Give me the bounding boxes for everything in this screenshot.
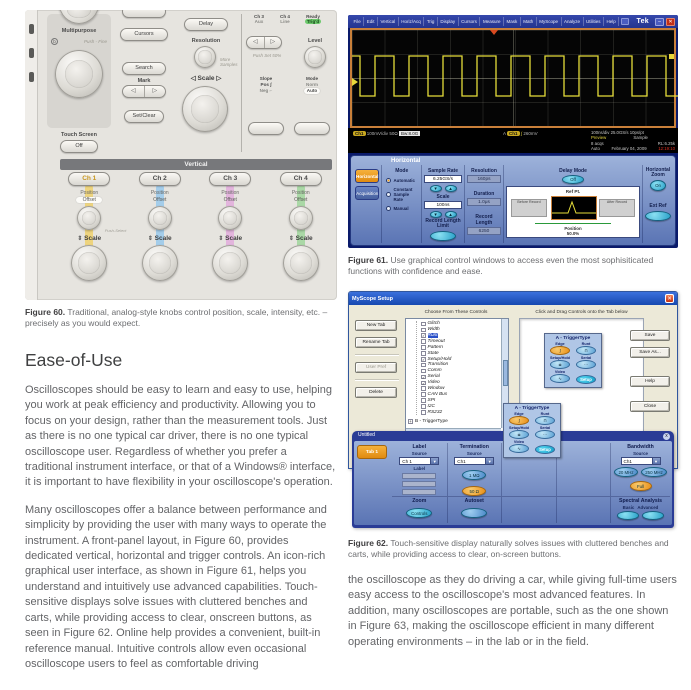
cropped-knob[interactable] bbox=[59, 10, 99, 24]
label-input[interactable] bbox=[402, 489, 436, 495]
set-clear-button[interactable]: Set/Clear bbox=[124, 110, 164, 123]
palette-label: Edge bbox=[555, 342, 565, 346]
checkbox-icon[interactable] bbox=[421, 363, 426, 368]
label-section: Label Source Ch 1 ▼ Label bbox=[392, 443, 447, 496]
right-column bbox=[348, 15, 678, 650]
trigger-palette[interactable] bbox=[544, 333, 602, 388]
divider bbox=[355, 379, 399, 381]
position-knob[interactable] bbox=[218, 206, 242, 230]
menu-item-cursors[interactable]: Cursors bbox=[459, 17, 481, 26]
rename-tab-button[interactable]: Rename Tab bbox=[355, 337, 397, 348]
menu-item-help[interactable]: Help bbox=[604, 17, 619, 26]
mark-arrows[interactable] bbox=[122, 85, 166, 98]
label-input[interactable] bbox=[402, 481, 436, 487]
channel-column-3 bbox=[195, 172, 266, 298]
palette-title: A - TriggerType bbox=[514, 406, 550, 411]
edge-trigger-button[interactable]: ∫ bbox=[509, 416, 529, 425]
tree-item-spi[interactable]: SPI bbox=[421, 398, 500, 404]
trigger-readout: A Ch1 ∫ 260mV bbox=[503, 131, 538, 136]
position-label: Position bbox=[150, 190, 169, 196]
menu-item-trig[interactable]: Trig bbox=[424, 17, 438, 26]
palette-label: Video bbox=[554, 370, 566, 374]
controls-list-header: Choose From These Controls bbox=[424, 310, 488, 315]
updown-arrows-icon: ⇕ bbox=[147, 236, 153, 242]
record-length-field: 6250 bbox=[467, 227, 501, 235]
ch4-label: Ch 4 bbox=[280, 14, 290, 19]
palette-label: Serial bbox=[539, 426, 551, 430]
palette-label: Video bbox=[513, 440, 525, 444]
figure60-front-panel-photo bbox=[25, 10, 337, 300]
termination-source-dropdown[interactable]: Ch1 ▼ bbox=[454, 457, 494, 465]
preview-label: Preview bbox=[591, 135, 607, 141]
duration-field: 1.0μs bbox=[467, 198, 501, 206]
search-button[interactable]: Search bbox=[122, 62, 166, 75]
serial-trigger-button[interactable]: ··· bbox=[576, 360, 596, 369]
figure60-caption: Figure 60. Traditional, analog-style knobs control position, scale, intensity, etc. – precisely as you would expect. bbox=[25, 307, 328, 328]
checkbox-icon[interactable] bbox=[421, 322, 426, 327]
menu-item-utilities[interactable]: Utilities bbox=[584, 17, 605, 26]
channel-readout: Ch1 100mV/div 50Ω Bw:8.0G bbox=[355, 131, 419, 136]
palette-cell bbox=[507, 440, 531, 454]
window-title: MyScope Setup bbox=[352, 295, 393, 302]
slope-labels bbox=[248, 76, 284, 94]
termination-section: Termination Source Ch1 ▼ 1 MΩ 50 Ω bbox=[447, 443, 502, 496]
sample-rate-field[interactable]: 6.25GS/s bbox=[424, 175, 462, 183]
menu-item-analyze[interactable]: Analyze bbox=[562, 17, 584, 26]
decrement-button[interactable]: ▼ bbox=[430, 185, 442, 192]
zoom-section: Zoom Controls bbox=[392, 496, 447, 523]
channel-column-4 bbox=[266, 172, 337, 298]
touch-screen-label: Touch Screen bbox=[61, 132, 97, 138]
trigger-source-arrows[interactable] bbox=[246, 36, 282, 49]
menu-item-measure[interactable]: Measure bbox=[480, 17, 504, 26]
position-label: Position bbox=[80, 190, 99, 196]
video-trigger-button[interactable]: ∿ bbox=[509, 444, 529, 453]
clock-readout: 12:19:10 bbox=[658, 146, 675, 152]
horizontal-scale-label: ◁ Scale ▷ bbox=[190, 75, 222, 82]
channel-columns bbox=[54, 172, 336, 298]
tree-item-state[interactable]: State bbox=[421, 350, 500, 356]
tree-item-rs232[interactable]: RS232 bbox=[421, 409, 500, 415]
delay-mode-off-button[interactable]: Off bbox=[562, 175, 584, 184]
runt-trigger-button[interactable]: ⊓ bbox=[535, 416, 555, 425]
cropped-button[interactable] bbox=[122, 10, 166, 18]
horizontal-zoom-on-button[interactable]: On bbox=[650, 180, 666, 191]
level-knob[interactable] bbox=[304, 46, 326, 68]
setup-hold-trigger-button[interactable]: ≑ bbox=[509, 430, 529, 439]
figure61-caption: Figure 61. Use graphical control windows to access even the most sophisiticated functions with confidence and ease. bbox=[348, 255, 654, 276]
close-icon[interactable]: x bbox=[663, 433, 670, 440]
checkbox-icon[interactable] bbox=[421, 328, 426, 333]
tek-logo: Tek bbox=[636, 18, 649, 25]
palette-cell bbox=[574, 342, 598, 355]
channel-button[interactable]: Ch 4 bbox=[280, 172, 322, 186]
tree-item-setup-hold[interactable]: ✓ Setup/Hold bbox=[422, 356, 452, 363]
radio-constant-sample-rate[interactable]: Constant Sample Rate bbox=[386, 187, 419, 202]
empty-cell bbox=[501, 496, 556, 523]
palette-cell bbox=[533, 440, 557, 454]
drag-panel-header: Click and Drag Controls onto the Tab below bbox=[535, 310, 628, 315]
scale-knob[interactable] bbox=[212, 245, 248, 281]
increment-button[interactable]: ▲ bbox=[445, 185, 457, 192]
offset-label: Offset bbox=[153, 197, 167, 203]
palette-cell bbox=[507, 412, 531, 425]
right-edge-marker-icon bbox=[669, 54, 674, 59]
position-knob[interactable] bbox=[148, 206, 172, 230]
horizontal-control-window bbox=[350, 155, 676, 246]
delay-button[interactable]: Delay bbox=[184, 18, 228, 31]
scale-knob[interactable] bbox=[283, 245, 319, 281]
palette-cell bbox=[574, 356, 598, 369]
tree-item-runt[interactable]: ✓ Runt bbox=[422, 332, 438, 339]
bandwidth-20mhz-button[interactable]: 20 MHz bbox=[614, 467, 638, 477]
palette-cell bbox=[548, 342, 572, 355]
right-arrow-icon: ▷ bbox=[216, 75, 222, 82]
resolution-section: Resolution 160ps Duration 1.0μs Record Length 6250 bbox=[464, 165, 503, 243]
ready-label: Ready bbox=[306, 14, 320, 19]
decrement-button[interactable]: ▼ bbox=[430, 211, 442, 218]
line-label: Line bbox=[280, 19, 290, 24]
offset-label: Offset bbox=[223, 197, 237, 203]
window-titlebar[interactable] bbox=[349, 292, 677, 305]
channel-button[interactable]: Ch 2 bbox=[139, 172, 181, 186]
mode-button[interactable] bbox=[294, 122, 330, 135]
setup-button[interactable]: Setup bbox=[535, 445, 555, 454]
ch3-label: Ch 3 bbox=[254, 14, 264, 19]
record-length-limit-button[interactable] bbox=[430, 231, 456, 241]
checkbox-icon[interactable] bbox=[421, 351, 426, 356]
checkbox-icon[interactable] bbox=[421, 410, 426, 415]
position-arrows bbox=[535, 223, 611, 224]
save-button[interactable]: Save bbox=[630, 330, 670, 341]
mark-label: Mark bbox=[137, 78, 151, 84]
position-value: 50.0% bbox=[566, 231, 580, 236]
level-label: Level bbox=[307, 38, 323, 44]
checkbox-icon[interactable]: ✓ bbox=[422, 380, 426, 386]
square-wave-trace bbox=[352, 30, 678, 126]
checkbox-icon[interactable]: ✓ bbox=[422, 357, 426, 363]
section-divider bbox=[241, 14, 242, 152]
channel-column-1 bbox=[54, 172, 125, 298]
b-marker: b bbox=[51, 38, 58, 45]
menu-toolbar-icon[interactable] bbox=[621, 18, 629, 25]
before-record-box: Before Record bbox=[511, 199, 547, 217]
resolution-knob[interactable] bbox=[194, 46, 216, 68]
push-set-50-label: Push Set 50% bbox=[252, 53, 282, 58]
cursors-button[interactable]: Cursors bbox=[120, 28, 168, 41]
channel-button[interactable]: Ch 1 bbox=[68, 172, 110, 186]
position-label: Position bbox=[221, 190, 240, 196]
more-samples-label: More Samples bbox=[220, 57, 238, 67]
resolution-label: Resolution bbox=[191, 38, 221, 44]
palette-cell bbox=[548, 356, 572, 369]
offset-label: Offset bbox=[76, 197, 102, 203]
tree-item-i2c[interactable]: I2C bbox=[421, 403, 500, 409]
divider bbox=[355, 354, 399, 356]
figure62-caption: Figure 62. Touch-sensitive display naturally solves issues with cluttered benches and carts, while providing access to clear, on-screen buttons. bbox=[348, 538, 669, 559]
menu-item-mask[interactable]: Mask bbox=[504, 17, 521, 26]
palette-label: Runt bbox=[581, 342, 591, 346]
palette-label: Runt bbox=[540, 412, 550, 416]
mode-labels bbox=[294, 76, 330, 94]
setup-hold-trigger-button[interactable]: ≑ bbox=[550, 360, 570, 369]
autoset-section: Autoset bbox=[447, 496, 502, 523]
updown-arrows-icon: ⇕ bbox=[77, 236, 83, 242]
label-source-dropdown[interactable]: Ch 1 ▼ bbox=[399, 457, 439, 465]
push-fine-label: Push - Fine bbox=[83, 39, 107, 44]
channel-column-2 bbox=[125, 172, 196, 298]
label-input[interactable] bbox=[402, 473, 436, 479]
mode-label: Mode bbox=[395, 168, 409, 174]
spectral-advanced-button[interactable] bbox=[642, 511, 664, 520]
right-arrow-icon[interactable]: ▷ bbox=[270, 39, 276, 45]
ch1-badge: Ch1 bbox=[355, 131, 364, 136]
spectral-analysis-section: Spectral Analysis Basic Advanced bbox=[610, 496, 670, 523]
checkbox-icon[interactable] bbox=[421, 404, 426, 409]
tree-item-timeout[interactable]: Timeout bbox=[421, 339, 500, 345]
checkbox-icon[interactable] bbox=[421, 369, 426, 374]
updown-arrows-icon: ⇕ bbox=[288, 236, 294, 242]
scale-label: ⇕ Scale bbox=[77, 235, 102, 242]
horizontal-scale-knob[interactable] bbox=[182, 86, 228, 132]
mode-section bbox=[381, 165, 421, 243]
trigger-palette[interactable] bbox=[503, 403, 561, 458]
menu-item-myscope[interactable]: MyScope bbox=[537, 17, 562, 26]
bandwidth-full-button[interactable]: Full bbox=[630, 481, 652, 491]
radio-manual[interactable]: Manual bbox=[386, 206, 419, 211]
horizontal-zoom-section: Horizontal Zoom On Ext Ref bbox=[642, 165, 673, 243]
runt-trigger-button[interactable]: ⊓ bbox=[576, 346, 596, 355]
ext-ref-button[interactable] bbox=[645, 211, 671, 221]
left-arrow-icon[interactable]: ◁ bbox=[123, 86, 145, 97]
zoom-controls-button[interactable]: Controls bbox=[406, 508, 432, 518]
scope-menubar bbox=[348, 15, 678, 28]
spectral-basic-button[interactable] bbox=[617, 511, 639, 520]
vertical-section-label: Vertical bbox=[60, 159, 332, 170]
figure61-scope-screenshot bbox=[348, 15, 678, 248]
trigger-zone bbox=[246, 14, 334, 24]
checkbox-icon[interactable] bbox=[421, 386, 426, 391]
expand-icon[interactable]: + bbox=[409, 419, 412, 425]
mode-auto-indicator: Auto bbox=[304, 88, 320, 94]
tab-horizontal[interactable]: Horizontal bbox=[355, 169, 379, 183]
acquisition-readout: 100ns/div 25.0GS/s 10ps/pt Preview Sample 8 acqs RL:6.25k Auto February 04, 2009 12:19:10 bbox=[591, 130, 675, 152]
user-pref-button[interactable]: User Pref bbox=[355, 362, 397, 373]
sample-rate-section: Sample Rate 6.25GS/s ▼ ▲ Scale 100ns ▼ ▲ Record Length Limit bbox=[421, 165, 464, 243]
position-knob[interactable] bbox=[77, 206, 101, 230]
touch-screen-off-button[interactable]: Off bbox=[60, 140, 98, 153]
radio-icon[interactable] bbox=[386, 178, 391, 183]
record-diagram: Ref Pt. Before Record After Record Position 50.0% bbox=[506, 186, 640, 238]
palette-cell bbox=[548, 370, 572, 384]
tree-item-video[interactable]: ✓ Video bbox=[422, 380, 440, 386]
push-select-label: Push-Select bbox=[104, 228, 127, 233]
front-panel bbox=[38, 10, 337, 300]
trigger-tree bbox=[416, 321, 500, 415]
tab-acquisition[interactable]: Acquisition bbox=[355, 186, 379, 200]
checkbox-icon[interactable] bbox=[421, 339, 426, 344]
radio-automatic[interactable]: Automatic bbox=[386, 178, 419, 183]
palette-cell bbox=[533, 412, 557, 425]
dropdown-arrow-icon[interactable]: ▼ bbox=[431, 457, 439, 465]
scale-knob[interactable] bbox=[71, 245, 107, 281]
tree-item-transition[interactable]: Transition bbox=[421, 362, 500, 368]
tree-item-can-bus[interactable]: CAN Bus bbox=[421, 392, 500, 398]
bandwidth-section: Bandwidth Source Ch1 ▼ 20 MHz 250 MHz Full bbox=[610, 443, 670, 496]
mode-norm-label: Norm bbox=[306, 82, 318, 87]
empty-cell bbox=[556, 443, 611, 496]
page-heading: Ease-of-Use bbox=[25, 350, 123, 370]
multipurpose-label: Multipurpose bbox=[61, 28, 97, 34]
right-arrow-icon[interactable]: ▷ bbox=[152, 88, 158, 94]
minimize-button[interactable]: – bbox=[655, 18, 664, 26]
delete-button[interactable]: Delete bbox=[355, 387, 397, 398]
paragraph-3: the oscilloscope as they do driving a car, while giving full-time users easy access to the oscilloscope's most advanced features. In addition, many oscilloscopes are portable, such as the one shown in Figure 63, making the oscilloscope efficient in many different operating environments – in the lab or in the field. bbox=[348, 574, 677, 648]
slope-button[interactable] bbox=[248, 122, 284, 135]
palette-label: Edge bbox=[514, 412, 524, 416]
radio-icon[interactable] bbox=[386, 192, 391, 197]
tree-item-pattern[interactable]: Pattern bbox=[421, 345, 500, 351]
menu-item-horiz-acq[interactable]: Horiz/Acq bbox=[399, 17, 425, 26]
palette-label: Setup/Hold bbox=[549, 356, 571, 360]
bandwidth-readout: Bw:8.0G bbox=[400, 131, 419, 136]
checkbox-icon[interactable]: ✓ bbox=[422, 333, 426, 339]
tree-item-comm[interactable]: Comm bbox=[421, 368, 500, 374]
delay-section: Delay Mode Off Ref Pt. Before Record After Record Position 50.0% bbox=[503, 165, 642, 243]
left-arrow-icon[interactable]: ◁ bbox=[247, 37, 265, 48]
updown-arrows-icon: ⇕ bbox=[218, 236, 224, 242]
vent-slot bbox=[29, 72, 34, 82]
palette-label: Serial bbox=[580, 356, 592, 360]
scale-label: ⇕ Scale bbox=[288, 235, 313, 242]
mode-label: Mode bbox=[306, 76, 318, 81]
left-column bbox=[25, 10, 337, 672]
tree-node-b-triggertype[interactable]: + B - TriggerType bbox=[409, 419, 448, 425]
video-trigger-button[interactable]: ∿ bbox=[550, 374, 570, 383]
paragraph-2: Many oscilloscopes offer a balance between performance and simplicity by providing the user with many ways to operate the instrument. A front-panel layout, in Figure 60, provides dedicated vertical, horizontal and trigger controls. An icon-rich graphical user interface, as shown in Figure 61, helps you understand and intuitively use advanced capabilities. Touch-sensitive displays solve issues with cluttered benches and carts, while providing access to clear, onscreen buttons, as seen in Figure 62. Online help provides a convenient, built-in reference manual. Intuitive controls allow even occasional oscilloscope users to feel as comfortable driving bbox=[25, 503, 327, 670]
menu-item-file[interactable]: File bbox=[351, 17, 364, 26]
tab-buttons-column bbox=[355, 320, 399, 404]
aux-label: Aux bbox=[254, 19, 264, 24]
tab-1[interactable]: Tab 1 bbox=[357, 445, 387, 459]
checkbox-icon[interactable] bbox=[421, 398, 426, 403]
scale-knob[interactable] bbox=[142, 245, 178, 281]
menu-item-edit[interactable]: Edit bbox=[364, 17, 378, 26]
resolution-field: 160ps bbox=[467, 175, 501, 183]
scale-label: ⇕ Scale bbox=[147, 235, 172, 242]
serial-trigger-button[interactable]: ··· bbox=[535, 430, 555, 439]
increment-button[interactable]: ▲ bbox=[445, 211, 457, 218]
new-tab-button[interactable]: New Tab bbox=[355, 320, 397, 331]
slope-label: Slope bbox=[259, 76, 273, 81]
empty-cell bbox=[556, 496, 611, 523]
channel-button[interactable]: Ch 3 bbox=[209, 172, 251, 186]
menu-item-display[interactable]: Display bbox=[438, 17, 459, 26]
scope-menu-items bbox=[351, 17, 619, 26]
tree-item-window[interactable]: Window bbox=[421, 386, 500, 392]
dropdown-arrow-icon[interactable]: ▼ bbox=[653, 457, 661, 465]
menu-item-math[interactable]: Math bbox=[521, 17, 537, 26]
multipurpose-zone bbox=[47, 14, 111, 128]
slope-pos-label: Pos ∫ bbox=[260, 82, 272, 87]
horizontal-window-title: Horizontal bbox=[391, 158, 421, 164]
menu-item-vertical[interactable]: Vertical bbox=[378, 17, 399, 26]
scope-statusbar bbox=[348, 128, 678, 153]
slope-neg-label: Neg ⌐ bbox=[259, 88, 273, 93]
left-arrow-icon: ◁ bbox=[190, 75, 196, 82]
close-icon[interactable]: ✕ bbox=[665, 294, 674, 303]
help-button[interactable]: Help bbox=[630, 376, 670, 387]
horizontal-window-tabs bbox=[353, 165, 381, 243]
paragraph-1: Oscilloscopes should be easy to learn and easy to use, helping you work at peak efficiency and productivity. Allowing you to focus on your design, rather than the measurement tools. Just as there is no one typical car driver, there is no one typical oscilloscope user. Regardless of whether you prefer a traditional instrument interface, or that of a Windows® interface, it is important to have flexibility in your oscilloscope's operation. bbox=[25, 384, 336, 489]
checkbox-icon[interactable] bbox=[421, 345, 426, 350]
trigd-indicator: Trig'd bbox=[306, 19, 320, 24]
tree-item-serial[interactable]: ✓ Serial bbox=[422, 374, 440, 380]
controls-listbox[interactable] bbox=[405, 318, 509, 436]
dropdown-arrow-icon[interactable]: ▼ bbox=[486, 457, 494, 465]
multipurpose-knob[interactable] bbox=[55, 50, 103, 98]
tree-item-glitch[interactable]: Glitch bbox=[421, 321, 500, 327]
slope-icon: ∫ bbox=[520, 131, 523, 136]
close-button[interactable]: Close bbox=[630, 401, 670, 412]
setup-button[interactable]: Setup bbox=[576, 375, 596, 384]
scale-label: ⇕ Scale bbox=[218, 235, 243, 242]
offset-label: Offset bbox=[294, 197, 308, 203]
termination-50ohm-button[interactable]: 50 Ω bbox=[462, 486, 486, 496]
scrollbar-thumb[interactable] bbox=[503, 360, 508, 386]
termination-1mohm-button[interactable]: 1 MΩ bbox=[462, 470, 486, 480]
trigger-ch1-badge: Ch1 bbox=[509, 131, 518, 136]
action-buttons-column bbox=[630, 330, 672, 418]
untitled-window-title: Untitled bbox=[358, 432, 375, 438]
radio-icon[interactable] bbox=[386, 206, 391, 211]
ground-marker-icon bbox=[352, 78, 358, 86]
checkbox-icon[interactable] bbox=[421, 392, 426, 397]
edge-trigger-button[interactable]: ∫ bbox=[550, 346, 570, 355]
vent-slot bbox=[29, 24, 34, 34]
bandwidth-250mhz-button[interactable]: 250 MHz bbox=[641, 467, 667, 477]
vent-slot bbox=[29, 48, 34, 58]
palette-cell bbox=[574, 370, 598, 384]
checkbox-icon[interactable]: ✓ bbox=[422, 374, 426, 380]
scale-field[interactable]: 100ns bbox=[424, 201, 462, 209]
record-window bbox=[551, 196, 597, 220]
bandwidth-source-dropdown[interactable]: Ch1 ▼ bbox=[621, 457, 661, 465]
autoset-button[interactable] bbox=[461, 508, 487, 518]
save-as-button[interactable]: Save As... bbox=[630, 347, 670, 358]
waveform-display bbox=[350, 28, 676, 128]
figure62-myscope-screenshot bbox=[348, 286, 678, 531]
palette-cell bbox=[507, 426, 531, 439]
position-label: Position bbox=[291, 190, 310, 196]
palette-title: A - TriggerType bbox=[555, 336, 591, 341]
tree-item-width[interactable]: Width bbox=[421, 327, 500, 333]
instrument-edge bbox=[25, 10, 38, 300]
palette-cell bbox=[533, 426, 557, 439]
palette-label: Setup/Hold bbox=[508, 426, 530, 430]
after-record-box: After Record bbox=[599, 199, 635, 217]
close-button[interactable]: ✕ bbox=[666, 18, 675, 26]
trigger-position-icon bbox=[490, 30, 498, 35]
position-knob[interactable] bbox=[289, 206, 313, 230]
